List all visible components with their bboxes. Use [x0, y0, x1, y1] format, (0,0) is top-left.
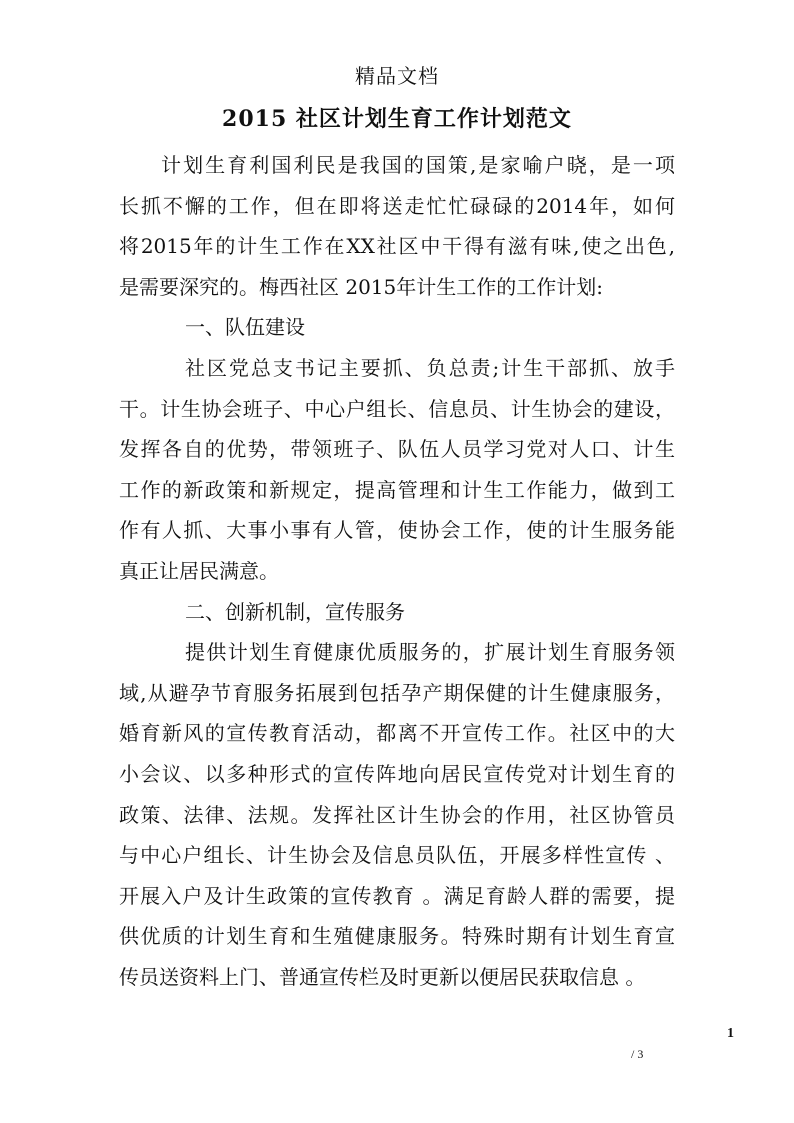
body-line: 发挥各自的优势，带领班子、队伍人员学习党对人口、计生 [119, 437, 675, 462]
body-line: 开展入户及计生政策的宣传教育 。满足育龄人群的需要，提 [119, 883, 675, 908]
document-body [119, 145, 675, 997]
body-line: 作有人抓、大事小事有人管，使协会工作，使的计生服务能 [119, 518, 675, 543]
body-line: 传员送资料上门、普通宣传栏及时更新以便居民获取信息 。 [119, 964, 646, 989]
body-line: 与中心户组长、计生协会及信息员队伍，开展多样性宣传 、 [119, 843, 675, 868]
body-line: 长抓不懈的工作，但在即将送走忙忙碌碌的2014年，如何 [119, 193, 675, 218]
body-line: 小会议、以多种形式的宣传阵地向居民宣传党对计划生育的 [119, 761, 675, 786]
page-number: 1 [727, 1026, 734, 1041]
body-line: 工作的新政策和新规定，提高管理和计生工作能力，做到工 [119, 477, 675, 502]
body-line: 计划生育利国利民是我国的国策,是家喻户晓，是一项 [161, 153, 675, 177]
body-line: 将2015年的计生工作在XX社区中干得有滋有味,使之出色, [119, 234, 675, 259]
document-title: 2015 社区计划生育工作计划范文 [222, 106, 572, 132]
header-label: 精品文档 [355, 64, 439, 88]
body-line: 真正让居民满意。 [119, 558, 279, 583]
body-line: 是需要深究的。梅西社区 2015年计生工作的工作计划: [119, 274, 603, 299]
body-line: 政策、法律、法规。发挥社区计生协会的作用，社区协管员 [119, 802, 675, 827]
body-line: 婚育新风的宣传教育活动，都离不开宣传工作。社区中的大 [119, 721, 675, 746]
page-count: / 3 [631, 1047, 644, 1061]
body-line: 社区党总支书记主要抓、负总责;计生干部抓、放手 [185, 355, 675, 380]
body-line: 供优质的计划生育和生殖健康服务。特殊时期有计划生育宣 [119, 924, 675, 949]
body-line: 提供计划生育健康优质服务的，扩展计划生育服务领 [185, 640, 675, 665]
body-line: 干。计生协会班子、中心户组长、信息员、计生协会的建设， [119, 396, 675, 421]
section-heading: 一、队伍建设 [185, 315, 305, 340]
section-heading: 二、创新机制，宣传服务 [185, 599, 405, 624]
body-line: 域,从避孕节育服务拓展到包括孕产期保健的计生健康服务， [119, 680, 675, 705]
